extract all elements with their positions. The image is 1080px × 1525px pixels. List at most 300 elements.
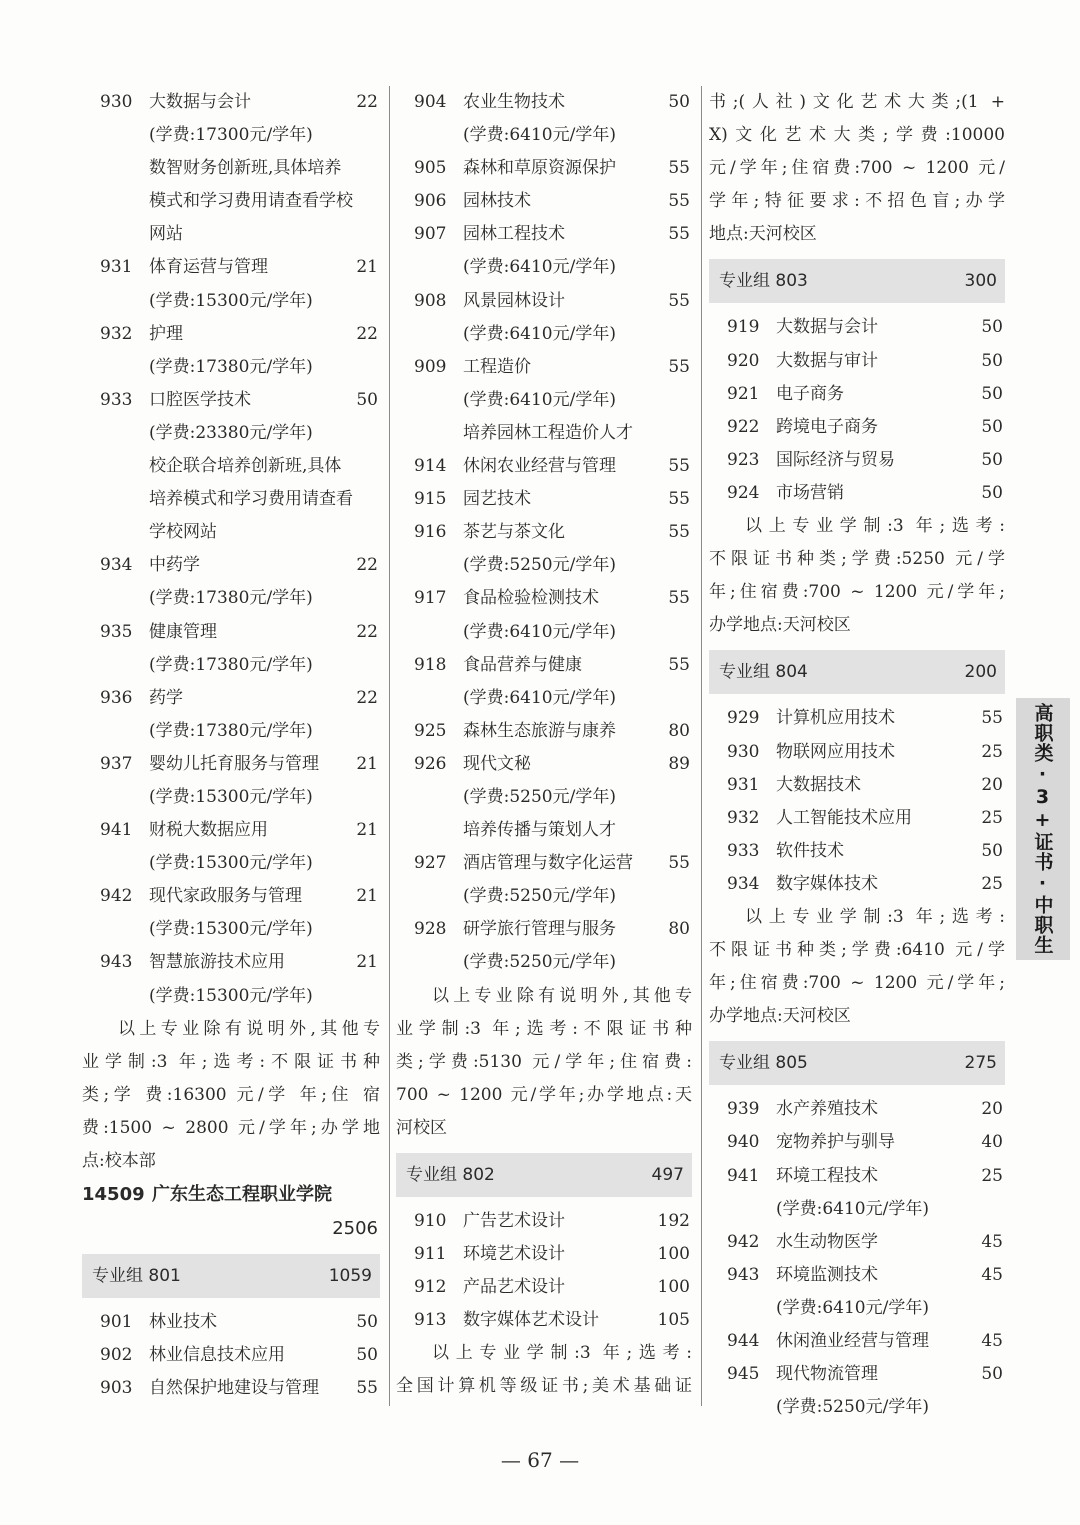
major-name: 人工智能技术应用	[776, 807, 912, 828]
major-row	[396, 715, 692, 748]
enrollment-count: 55	[981, 708, 1003, 729]
group-total: 1059	[328, 1266, 372, 1287]
major-code: 923	[727, 449, 760, 470]
major-code: 930	[727, 741, 760, 762]
major-row	[396, 582, 692, 615]
major-row	[396, 913, 692, 946]
major-detail: 校企联合培养创新班,具体	[149, 456, 342, 477]
enrollment-count: 50	[981, 383, 1003, 404]
major-code: 943	[727, 1264, 760, 1285]
note-paragraph	[82, 1013, 380, 1178]
major-name: 环境监测技术	[776, 1264, 878, 1285]
major-row	[82, 1306, 380, 1339]
major-name: 数字媒体技术	[776, 873, 878, 894]
major-row	[709, 477, 1005, 510]
major-name: 口腔医学技术	[149, 389, 251, 410]
major-detail: (学费:6410元/学年)	[776, 1297, 929, 1318]
column-1	[82, 86, 380, 1405]
note-line: 办学地点:天河校区	[709, 1006, 851, 1027]
major-code: 911	[414, 1244, 447, 1265]
major-detail: (学费:17380元/学年)	[149, 588, 313, 609]
note-line: 书;(人社)文化艺术大类;(1 +	[709, 92, 1005, 112]
group-total: 275	[964, 1053, 997, 1074]
enrollment-count: 50	[981, 449, 1003, 470]
note-line: 业学制:3 年;选考:不限证书种	[396, 1018, 692, 1039]
enrollment-count: 55	[668, 489, 690, 510]
note-line: 以上专业学制:3 年;选考:	[745, 906, 1005, 927]
major-name: 跨境电子商务	[776, 416, 878, 437]
major-code: 934	[100, 555, 133, 576]
major-detail: (学费:15300元/学年)	[149, 919, 313, 940]
major-code: 902	[100, 1345, 133, 1366]
major-code: 941	[727, 1165, 760, 1186]
major-code: 910	[414, 1211, 447, 1231]
major-row	[709, 835, 1005, 868]
major-name: 水产养殖技术	[776, 1099, 878, 1120]
enrollment-count: 22	[356, 555, 378, 576]
note-line: X)文化艺术大类;学费:10000	[709, 125, 1005, 146]
major-name: 自然保护地建设与管理	[149, 1378, 319, 1399]
enrollment-count: 55	[668, 290, 690, 311]
major-row	[396, 1205, 692, 1238]
major-detail: (学费:15300元/学年)	[149, 853, 313, 874]
major-code: 906	[414, 191, 447, 212]
group-label: 专业组 805	[719, 1053, 808, 1074]
major-name: 林业技术	[149, 1312, 217, 1333]
major-name: 大数据与会计	[776, 317, 878, 338]
major-row	[396, 218, 692, 251]
major-row	[82, 880, 380, 913]
major-name: 现代家政服务与管理	[149, 886, 302, 907]
major-code: 932	[100, 323, 133, 344]
major-row	[709, 802, 1005, 835]
major-name: 物联网应用技术	[776, 741, 895, 762]
column-3	[709, 86, 1005, 1424]
major-name: 智慧旅游技术应用	[149, 952, 285, 973]
enrollment-count: 192	[657, 1211, 690, 1231]
enrollment-count: 21	[356, 753, 378, 774]
major-detail: (学费:6410元/学年)	[463, 257, 616, 278]
major-detail: (学费:15300元/学年)	[149, 985, 313, 1006]
column-divider	[701, 86, 702, 1406]
note-line: 点:校本部	[82, 1151, 156, 1171]
major-name: 休闲农业经营与管理	[463, 456, 616, 477]
major-code: 916	[414, 522, 447, 543]
major-detail: (学费:5250元/学年)	[776, 1397, 929, 1418]
major-code: 901	[100, 1312, 133, 1333]
note-line: 以上专业除有说明外,其他专	[432, 985, 692, 1006]
page-number: — 67 —	[500, 1448, 580, 1472]
major-name: 研学旅行管理与服务	[463, 919, 616, 940]
major-row	[82, 1339, 380, 1372]
major-detail: 网站	[149, 224, 183, 245]
enrollment-count: 50	[668, 92, 690, 112]
enrollment-count: 55	[668, 522, 690, 543]
major-row	[709, 1259, 1005, 1292]
major-detail: (学费:5250元/学年)	[463, 555, 616, 576]
major-code: 908	[414, 290, 447, 311]
enrollment-count: 80	[668, 919, 690, 940]
major-code: 937	[100, 753, 133, 774]
enrollment-count: 55	[668, 853, 690, 874]
major-row	[709, 1126, 1005, 1159]
major-row	[396, 483, 692, 516]
major-row	[709, 1093, 1005, 1126]
note-line: 不限证书种类;学费:5250 元/学	[709, 549, 1005, 570]
major-name: 电子商务	[776, 383, 844, 404]
major-detail: (学费:6410元/学年)	[463, 389, 616, 410]
major-row	[82, 1372, 380, 1405]
major-name: 大数据技术	[776, 774, 861, 795]
major-code: 919	[727, 317, 760, 338]
group-header-805	[709, 1041, 1005, 1085]
major-name: 现代文秘	[463, 753, 531, 774]
section-side-tab: 高职类·3+证书·中职生	[1016, 698, 1070, 960]
major-row	[709, 769, 1005, 802]
major-row	[82, 318, 380, 351]
major-row	[82, 814, 380, 847]
major-detail: (学费:17380元/学年)	[149, 720, 313, 741]
major-name: 园艺技术	[463, 489, 531, 510]
major-code: 931	[727, 774, 760, 795]
major-name: 健康管理	[149, 621, 217, 642]
note-line: 年;住宿费:700 ~ 1200 元/学年;	[709, 973, 1005, 994]
major-name: 产品艺术设计	[463, 1277, 565, 1298]
major-name: 广告艺术设计	[463, 1211, 565, 1231]
major-list	[396, 86, 692, 980]
major-row	[396, 1304, 692, 1337]
major-detail: (学费:15300元/学年)	[149, 290, 313, 311]
major-row	[82, 549, 380, 582]
major-row	[396, 86, 692, 119]
major-name: 药学	[149, 687, 183, 708]
enrollment-count: 22	[356, 687, 378, 708]
major-detail: (学费:17380元/学年)	[149, 654, 313, 675]
note-line: 费:1500 ~ 2800 元/学年;办学地	[82, 1117, 380, 1138]
major-code: 915	[414, 489, 447, 510]
enrollment-count: 21	[356, 820, 378, 841]
major-row	[709, 702, 1005, 735]
major-row	[396, 351, 692, 384]
major-code: 933	[100, 389, 133, 410]
major-row	[396, 1271, 692, 1304]
note-paragraph	[396, 980, 692, 1145]
major-code: 922	[727, 416, 760, 437]
major-detail: 数智财务创新班,具体培养	[149, 158, 342, 179]
major-row	[709, 1325, 1005, 1358]
major-detail: (学费:6410元/学年)	[463, 621, 616, 642]
enrollment-count: 55	[356, 1378, 378, 1399]
major-name: 体育运营与管理	[149, 257, 268, 278]
major-name: 数字媒体艺术设计	[463, 1310, 599, 1331]
enrollment-count: 21	[356, 886, 378, 907]
major-row	[709, 345, 1005, 378]
major-code: 940	[727, 1132, 760, 1153]
major-row	[709, 1226, 1005, 1259]
major-code: 905	[414, 158, 447, 179]
enrollment-count: 55	[668, 588, 690, 609]
note-line: 类;学 费:16300 元/学 年;住 宿	[82, 1084, 380, 1105]
major-detail: (学费:6410元/学年)	[463, 125, 616, 146]
major-row	[709, 1160, 1005, 1193]
note-line: 河校区	[396, 1117, 447, 1138]
major-code: 903	[100, 1378, 133, 1399]
major-name: 休闲渔业经营与管理	[776, 1331, 929, 1351]
major-row	[396, 516, 692, 549]
major-code: 913	[414, 1310, 447, 1331]
group-label: 专业组 804	[719, 662, 808, 683]
major-name: 茶艺与茶文化	[463, 522, 565, 543]
group-total: 200	[964, 662, 997, 683]
major-name: 食品营养与健康	[463, 654, 582, 675]
major-code: 927	[414, 853, 447, 874]
major-name: 食品检验检测技术	[463, 588, 599, 609]
major-detail: 培养模式和学习费用请查看	[149, 489, 353, 510]
major-detail: (学费:15300元/学年)	[149, 786, 313, 807]
major-code: 914	[414, 456, 447, 477]
enrollment-count: 55	[668, 224, 690, 245]
group-header-803	[709, 259, 1005, 303]
major-row	[396, 748, 692, 781]
enrollment-count: 55	[668, 191, 690, 212]
note-line: 以上专业学制:3 年;选考:	[745, 516, 1005, 537]
major-detail: (学费:6410元/学年)	[776, 1198, 929, 1219]
major-detail: (学费:23380元/学年)	[149, 422, 313, 443]
major-row	[82, 251, 380, 284]
major-row	[82, 682, 380, 715]
major-name: 大数据与审计	[776, 350, 878, 371]
major-code: 909	[414, 356, 447, 377]
major-name: 宠物养护与驯导	[776, 1132, 895, 1153]
school-heading	[82, 1178, 380, 1212]
note-line: 学年;特征要求:不招色盲;办学	[709, 191, 1005, 212]
major-code: 945	[727, 1364, 760, 1385]
major-row	[396, 285, 692, 318]
school-code: 14509	[82, 1184, 145, 1206]
enrollment-count: 55	[668, 158, 690, 179]
enrollment-count: 20	[981, 1099, 1003, 1120]
enrollment-count: 25	[981, 873, 1003, 894]
enrollment-count: 25	[981, 741, 1003, 762]
major-row	[709, 411, 1005, 444]
major-detail: 培养园林工程造价人才	[463, 422, 633, 443]
major-row	[709, 444, 1005, 477]
major-code: 912	[414, 1277, 447, 1298]
school-total: 2506	[332, 1218, 378, 1240]
major-row	[396, 450, 692, 483]
major-code: 904	[414, 92, 447, 112]
enrollment-count: 45	[981, 1231, 1003, 1252]
group-total: 497	[651, 1165, 684, 1185]
enrollment-count: 25	[981, 807, 1003, 828]
major-name: 护理	[149, 323, 183, 344]
enrollment-count: 40	[981, 1132, 1003, 1153]
major-name: 农业生物技术	[463, 92, 565, 112]
note-line: 办学地点:天河校区	[709, 615, 851, 636]
enrollment-count: 50	[981, 482, 1003, 503]
major-name: 林业信息技术应用	[149, 1345, 285, 1366]
major-row	[709, 736, 1005, 769]
major-name: 现代物流管理	[776, 1364, 878, 1385]
major-code: 935	[100, 621, 133, 642]
major-code: 930	[100, 92, 133, 112]
major-row	[82, 616, 380, 649]
major-detail: (学费:17300元/学年)	[149, 125, 313, 146]
enrollment-count: 50	[981, 840, 1003, 861]
enrollment-count: 21	[356, 257, 378, 278]
major-list	[709, 311, 1005, 510]
major-code: 907	[414, 224, 447, 245]
enrollment-count: 22	[356, 323, 378, 344]
major-row	[82, 748, 380, 781]
school-name: 广东生态工程职业学院	[152, 1184, 332, 1206]
major-name: 计算机应用技术	[776, 708, 895, 729]
major-name: 中药学	[149, 555, 200, 576]
major-name: 婴幼儿托育服务与管理	[149, 753, 319, 774]
note-line: 年;住宿费:700 ~ 1200 元/学年;	[709, 582, 1005, 603]
enrollment-count: 45	[981, 1331, 1003, 1351]
enrollment-count: 45	[981, 1264, 1003, 1285]
major-detail: 学校网站	[149, 522, 217, 543]
major-row	[396, 152, 692, 185]
note-paragraph	[396, 1337, 692, 1403]
major-name: 森林和草原资源保护	[463, 158, 616, 179]
note-line: 不限证书种类;学费:6410 元/学	[709, 940, 1005, 961]
major-code: 931	[100, 257, 133, 278]
major-row	[709, 868, 1005, 901]
note-line: 地点:天河校区	[709, 224, 817, 245]
major-list	[82, 1306, 380, 1405]
enrollment-count: 20	[981, 774, 1003, 795]
major-detail: (学费:5250元/学年)	[463, 952, 616, 973]
note-line: 全国计算机等级证书;美术基础证	[396, 1376, 692, 1397]
major-code: 944	[727, 1331, 760, 1351]
enrollment-count: 55	[668, 456, 690, 477]
note-line: 以上专业学制:3 年;选考:	[432, 1343, 692, 1364]
major-name: 市场营销	[776, 482, 844, 503]
major-code: 933	[727, 840, 760, 861]
enrollment-count: 50	[981, 416, 1003, 437]
enrollment-count: 80	[668, 720, 690, 741]
major-detail: 模式和学习费用请查看学校	[149, 191, 353, 212]
major-row	[82, 86, 380, 119]
major-detail: (学费:6410元/学年)	[463, 687, 616, 708]
group-header-802	[396, 1153, 692, 1197]
major-name: 园林工程技术	[463, 224, 565, 245]
major-name: 财税大数据应用	[149, 820, 268, 841]
major-name: 国际经济与贸易	[776, 449, 895, 470]
major-row	[396, 185, 692, 218]
major-name: 园林技术	[463, 191, 531, 212]
major-name: 工程造价	[463, 356, 531, 377]
enrollment-count: 50	[981, 1364, 1003, 1385]
enrollment-count: 100	[657, 1277, 690, 1298]
major-row	[396, 649, 692, 682]
major-code: 921	[727, 383, 760, 404]
major-code: 943	[100, 952, 133, 973]
major-code: 926	[414, 753, 447, 774]
major-code: 928	[414, 919, 447, 940]
major-detail: (学费:6410元/学年)	[463, 323, 616, 344]
major-detail: 培养传播与策划人才	[463, 820, 616, 841]
major-name: 环境工程技术	[776, 1165, 878, 1186]
enrollment-count: 22	[356, 92, 378, 112]
major-name: 环境艺术设计	[463, 1244, 565, 1265]
enrollment-count: 50	[981, 350, 1003, 371]
group-header-804	[709, 650, 1005, 694]
major-code: 918	[414, 654, 447, 675]
major-row	[82, 384, 380, 417]
enrollment-count: 89	[668, 753, 690, 774]
enrollment-count: 50	[356, 389, 378, 410]
group-label: 专业组 803	[719, 271, 808, 292]
major-code: 920	[727, 350, 760, 371]
major-detail: (学费:5250元/学年)	[463, 886, 616, 907]
major-code: 941	[100, 820, 133, 841]
note-paragraph	[709, 86, 1005, 251]
major-code: 917	[414, 588, 447, 609]
major-detail: (学费:17380元/学年)	[149, 356, 313, 377]
group-label: 专业组 801	[92, 1266, 181, 1287]
major-name: 风景园林设计	[463, 290, 565, 311]
enrollment-count: 55	[668, 356, 690, 377]
major-name: 大数据与会计	[149, 92, 251, 112]
note-line: 700 ~ 1200 元/学年;办学地点:天	[396, 1084, 692, 1105]
major-code: 942	[100, 886, 133, 907]
note-line: 类;学费:5130 元/学年;住宿费:	[396, 1051, 692, 1072]
enrollment-count: 100	[657, 1244, 690, 1265]
note-line: 元/学年;住宿费:700 ~ 1200 元/	[709, 158, 1005, 179]
major-code: 929	[727, 708, 760, 729]
major-list	[82, 86, 380, 1013]
major-code: 925	[414, 720, 447, 741]
major-row	[82, 946, 380, 979]
major-detail: (学费:5250元/学年)	[463, 786, 616, 807]
enrollment-count: 50	[356, 1345, 378, 1366]
column-2	[396, 86, 692, 1404]
note-line: 业学制:3 年;选考:不限证书种	[82, 1051, 380, 1072]
major-code: 939	[727, 1099, 760, 1120]
major-code: 924	[727, 482, 760, 503]
note-line: 以上专业除有说明外,其他专	[118, 1018, 380, 1039]
major-name: 森林生态旅游与康养	[463, 720, 616, 741]
major-list	[709, 1093, 1005, 1424]
major-code: 942	[727, 1231, 760, 1252]
major-row	[709, 311, 1005, 344]
note-paragraph	[709, 901, 1005, 1033]
major-row	[396, 847, 692, 880]
major-row	[709, 378, 1005, 411]
group-total: 300	[964, 271, 997, 292]
enrollment-count: 22	[356, 621, 378, 642]
enrollment-count: 55	[668, 654, 690, 675]
major-name: 软件技术	[776, 840, 844, 861]
major-row	[709, 1358, 1005, 1391]
major-code: 932	[727, 807, 760, 828]
enrollment-count: 105	[657, 1310, 690, 1331]
note-paragraph	[709, 510, 1005, 642]
enrollment-count: 25	[981, 1165, 1003, 1186]
major-list	[396, 1205, 692, 1337]
major-name: 水生动物医学	[776, 1231, 878, 1252]
major-code: 934	[727, 873, 760, 894]
column-divider	[389, 86, 390, 1406]
enrollment-count: 50	[981, 317, 1003, 338]
major-name: 酒店管理与数字化运营	[463, 853, 633, 874]
major-list	[709, 702, 1005, 901]
major-code: 936	[100, 687, 133, 708]
enrollment-count: 21	[356, 952, 378, 973]
